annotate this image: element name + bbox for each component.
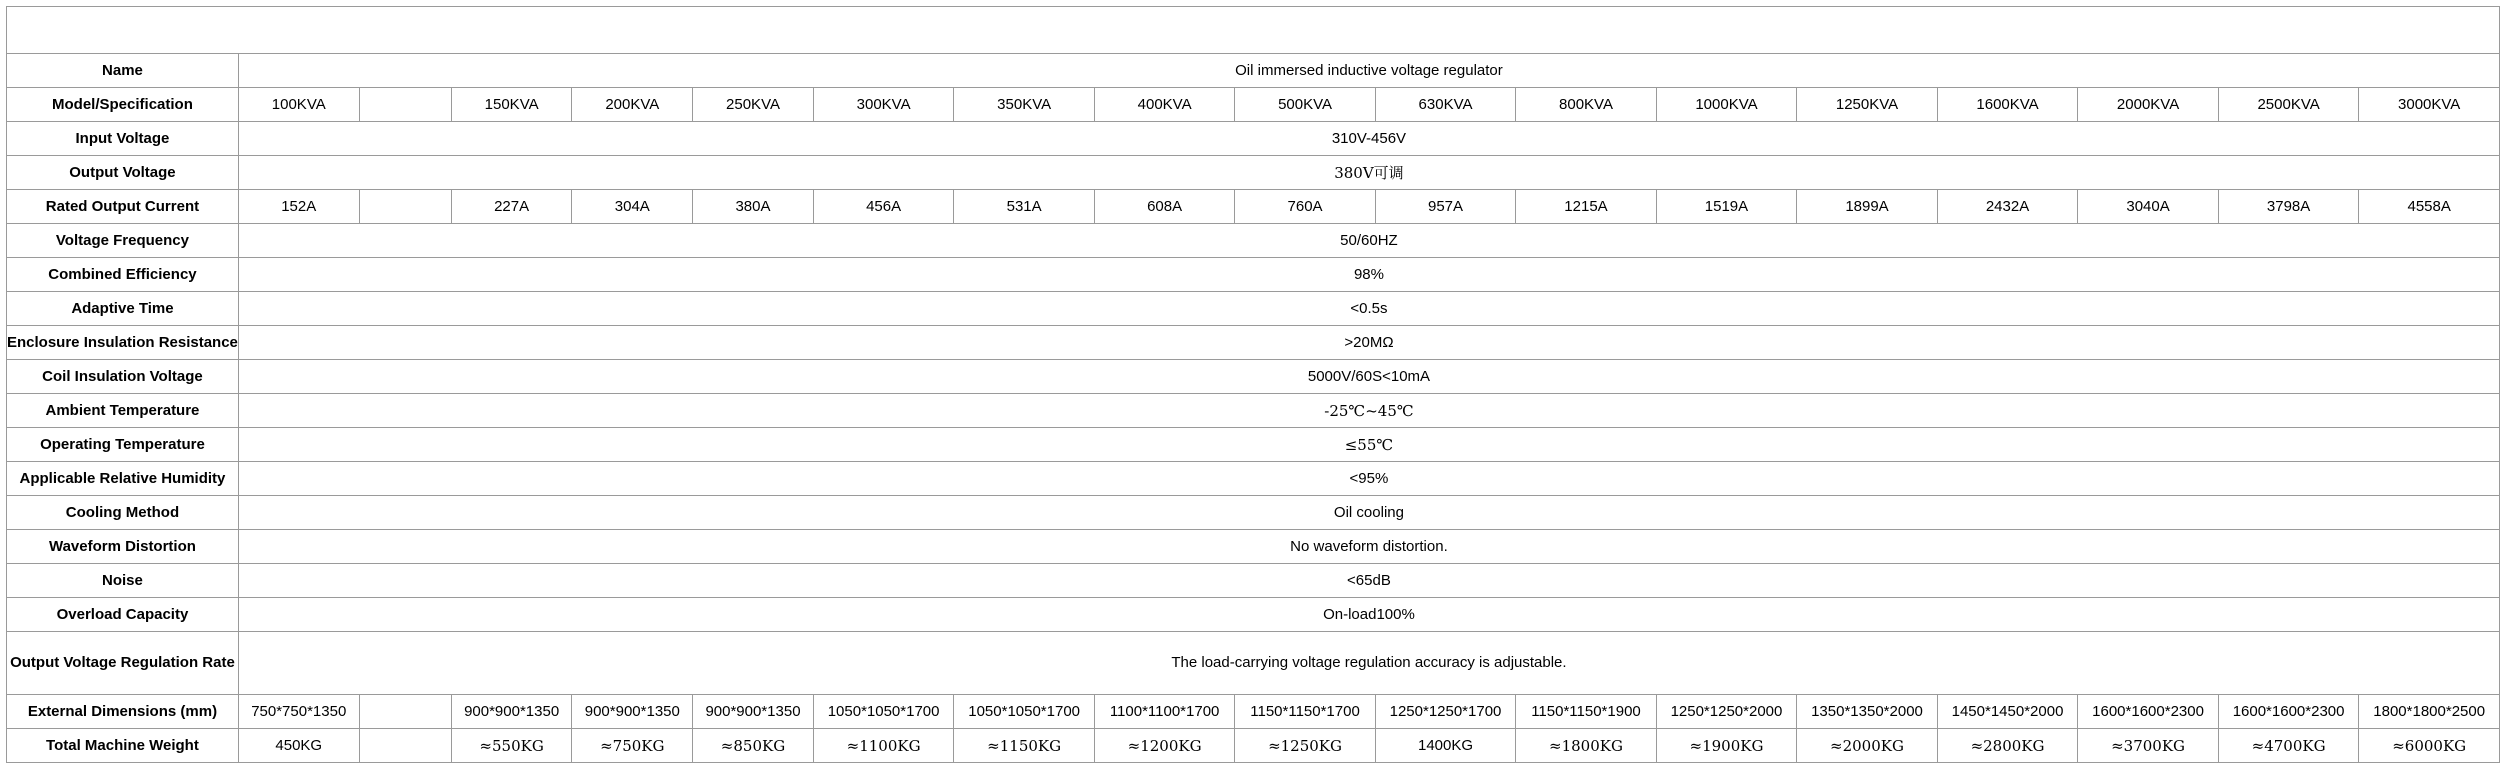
dimensions-cell[interactable]: 1250*1250*2000 <box>1656 695 1797 729</box>
value-regulation-rate[interactable]: The load-carrying voltage regulation accuracy is adjustable. <box>238 632 2499 695</box>
weight-cell[interactable]: ≈6000KG <box>2359 729 2500 763</box>
row-humidity <box>7 462 2500 496</box>
current-cell[interactable] <box>359 190 451 224</box>
value-noise[interactable]: <65dB <box>238 564 2499 598</box>
row-rated-current <box>7 190 2500 224</box>
label-input-voltage[interactable]: Input Voltage <box>7 122 239 156</box>
value-operating-temp[interactable]: ≤55℃ <box>238 428 2499 462</box>
current-cell[interactable]: 3040A <box>2078 190 2219 224</box>
weight-cell[interactable]: ≈1900KG <box>1656 729 1797 763</box>
weight-cell[interactable]: ≈1800KG <box>1516 729 1656 763</box>
model-cell[interactable]: 3000KVA <box>2359 88 2500 122</box>
label-enclosure-insulation[interactable]: Enclosure Insulation Resistance <box>7 326 239 360</box>
title-row <box>7 7 2500 54</box>
weight-cell[interactable] <box>359 729 451 763</box>
row-waveform <box>7 530 2500 564</box>
current-cell[interactable]: 380A <box>693 190 814 224</box>
row-regulation-rate <box>7 632 2500 695</box>
current-cell[interactable]: 456A <box>813 190 954 224</box>
label-regulation-rate[interactable]: Output Voltage Regulation Rate <box>7 632 239 695</box>
label-humidity[interactable]: Applicable Relative Humidity <box>7 462 239 496</box>
dimensions-cell[interactable]: 1150*1150*1700 <box>1235 695 1375 729</box>
label-operating-temp[interactable]: Operating Temperature <box>7 428 239 462</box>
row-adaptive-time <box>7 292 2500 326</box>
model-cell[interactable]: 100KVA <box>238 88 359 122</box>
dimensions-cell[interactable]: 1450*1450*2000 <box>1937 695 2078 729</box>
current-cell[interactable]: 760A <box>1235 190 1375 224</box>
weight-cell[interactable]: ≈1250KG <box>1235 729 1375 763</box>
row-coil-insulation <box>7 360 2500 394</box>
row-overload <box>7 598 2500 632</box>
model-cell[interactable]: 2000KVA <box>2078 88 2219 122</box>
value-adaptive-time[interactable]: <0.5s <box>238 292 2499 326</box>
model-cell[interactable]: 1600KVA <box>1937 88 2078 122</box>
model-cell[interactable]: 630KVA <box>1375 88 1516 122</box>
value-overload[interactable]: On-load100% <box>238 598 2499 632</box>
current-cell[interactable]: 3798A <box>2218 190 2359 224</box>
weight-cell[interactable]: 450KG <box>238 729 359 763</box>
row-cooling <box>7 496 2500 530</box>
current-cell[interactable]: 152A <box>238 190 359 224</box>
current-cell[interactable]: 4558A <box>2359 190 2500 224</box>
current-cell[interactable]: 2432A <box>1937 190 2078 224</box>
current-cell[interactable]: 1899A <box>1797 190 1938 224</box>
row-output-voltage <box>7 156 2500 190</box>
current-cell[interactable]: 304A <box>572 190 693 224</box>
label-coil-insulation[interactable]: Coil Insulation Voltage <box>7 360 239 394</box>
dimensions-cell[interactable]: 1250*1250*1700 <box>1375 695 1516 729</box>
model-cell[interactable]: 300KVA <box>813 88 954 122</box>
dimensions-cell[interactable]: 1050*1050*1700 <box>954 695 1095 729</box>
spec-table <box>6 6 2500 763</box>
dimensions-cell[interactable]: 1800*1800*2500 <box>2359 695 2500 729</box>
row-dimensions <box>7 695 2500 729</box>
weight-cell[interactable]: ≈850KG <box>693 729 814 763</box>
value-efficiency[interactable]: 98% <box>238 258 2499 292</box>
row-name <box>7 54 2500 88</box>
model-cell[interactable]: 2500KVA <box>2218 88 2359 122</box>
label-output-voltage[interactable]: Output Voltage <box>7 156 239 190</box>
model-cell[interactable]: 250KVA <box>693 88 814 122</box>
dimensions-cell[interactable] <box>359 695 451 729</box>
weight-cell[interactable]: ≈2800KG <box>1937 729 2078 763</box>
row-frequency <box>7 224 2500 258</box>
dimensions-cell[interactable]: 1600*1600*2300 <box>2078 695 2219 729</box>
label-efficiency[interactable]: Combined Efficiency <box>7 258 239 292</box>
label-waveform[interactable]: Waveform Distortion <box>7 530 239 564</box>
value-waveform[interactable]: No waveform distortion. <box>238 530 2499 564</box>
model-cell[interactable]: 500KVA <box>1235 88 1375 122</box>
value-coil-insulation[interactable]: 5000V/60S<10mA <box>238 360 2499 394</box>
table-title-cell[interactable] <box>7 7 2500 54</box>
row-ambient-temp <box>7 394 2500 428</box>
label-adaptive-time[interactable]: Adaptive Time <box>7 292 239 326</box>
value-name[interactable]: Oil immersed inductive voltage regulator <box>238 54 2499 88</box>
model-cell[interactable]: 200KVA <box>572 88 693 122</box>
weight-cell[interactable]: ≈1100KG <box>813 729 954 763</box>
dimensions-cell[interactable]: 750*750*1350 <box>238 695 359 729</box>
weight-cell[interactable]: ≈1150KG <box>954 729 1095 763</box>
row-input-voltage <box>7 122 2500 156</box>
weight-cell[interactable]: ≈1200KG <box>1094 729 1234 763</box>
value-input-voltage[interactable]: 310V-456V <box>238 122 2499 156</box>
dimensions-cell[interactable]: 900*900*1350 <box>451 695 572 729</box>
value-humidity[interactable]: <95% <box>238 462 2499 496</box>
label-ambient-temp[interactable]: Ambient Temperature <box>7 394 239 428</box>
weight-cell[interactable]: ≈550KG <box>451 729 572 763</box>
value-ambient-temp[interactable]: -25℃~45℃ <box>238 394 2499 428</box>
dimensions-cell[interactable]: 900*900*1350 <box>693 695 814 729</box>
weight-cell[interactable]: ≈750KG <box>572 729 693 763</box>
weight-cell[interactable]: 1400KG <box>1375 729 1516 763</box>
current-cell[interactable]: 1519A <box>1656 190 1797 224</box>
model-cell[interactable]: 1250KVA <box>1797 88 1938 122</box>
weight-cell[interactable]: ≈2000KG <box>1797 729 1938 763</box>
label-dimensions[interactable]: External Dimensions (mm) <box>7 695 239 729</box>
dimensions-cell[interactable]: 1600*1600*2300 <box>2218 695 2359 729</box>
label-noise[interactable]: Noise <box>7 564 239 598</box>
row-operating-temp <box>7 428 2500 462</box>
label-name[interactable]: Name <box>7 54 239 88</box>
model-cell[interactable]: 150KVA <box>451 88 572 122</box>
label-rated-current[interactable]: Rated Output Current <box>7 190 239 224</box>
dimensions-cell[interactable]: 1100*1100*1700 <box>1094 695 1234 729</box>
current-cell[interactable]: 227A <box>451 190 572 224</box>
row-noise <box>7 564 2500 598</box>
current-cell[interactable]: 608A <box>1094 190 1234 224</box>
current-cell[interactable]: 957A <box>1375 190 1516 224</box>
model-cell[interactable] <box>359 88 451 122</box>
value-cooling[interactable]: Oil cooling <box>238 496 2499 530</box>
label-weight[interactable]: Total Machine Weight <box>7 729 239 763</box>
model-cell[interactable]: 400KVA <box>1094 88 1234 122</box>
value-output-voltage[interactable]: 380V可调 <box>238 156 2499 190</box>
model-cell[interactable]: 350KVA <box>954 88 1095 122</box>
dimensions-cell[interactable]: 1150*1150*1900 <box>1516 695 1656 729</box>
current-cell[interactable]: 531A <box>954 190 1095 224</box>
dimensions-cell[interactable]: 1350*1350*2000 <box>1797 695 1938 729</box>
row-model <box>7 88 2500 122</box>
label-cooling[interactable]: Cooling Method <box>7 496 239 530</box>
value-enclosure-insulation[interactable]: >20MΩ <box>238 326 2499 360</box>
dimensions-cell[interactable]: 900*900*1350 <box>572 695 693 729</box>
dimensions-cell[interactable]: 1050*1050*1700 <box>813 695 954 729</box>
label-model[interactable]: Model/Specification <box>7 88 239 122</box>
weight-cell[interactable]: ≈3700KG <box>2078 729 2219 763</box>
row-enclosure-insulation <box>7 326 2500 360</box>
label-overload[interactable]: Overload Capacity <box>7 598 239 632</box>
model-cell[interactable]: 1000KVA <box>1656 88 1797 122</box>
value-frequency[interactable]: 50/60HZ <box>238 224 2499 258</box>
current-cell[interactable]: 1215A <box>1516 190 1656 224</box>
row-weight <box>7 729 2500 763</box>
model-cell[interactable]: 800KVA <box>1516 88 1656 122</box>
weight-cell[interactable]: ≈4700KG <box>2218 729 2359 763</box>
row-efficiency <box>7 258 2500 292</box>
label-frequency[interactable]: Voltage Frequency <box>7 224 239 258</box>
